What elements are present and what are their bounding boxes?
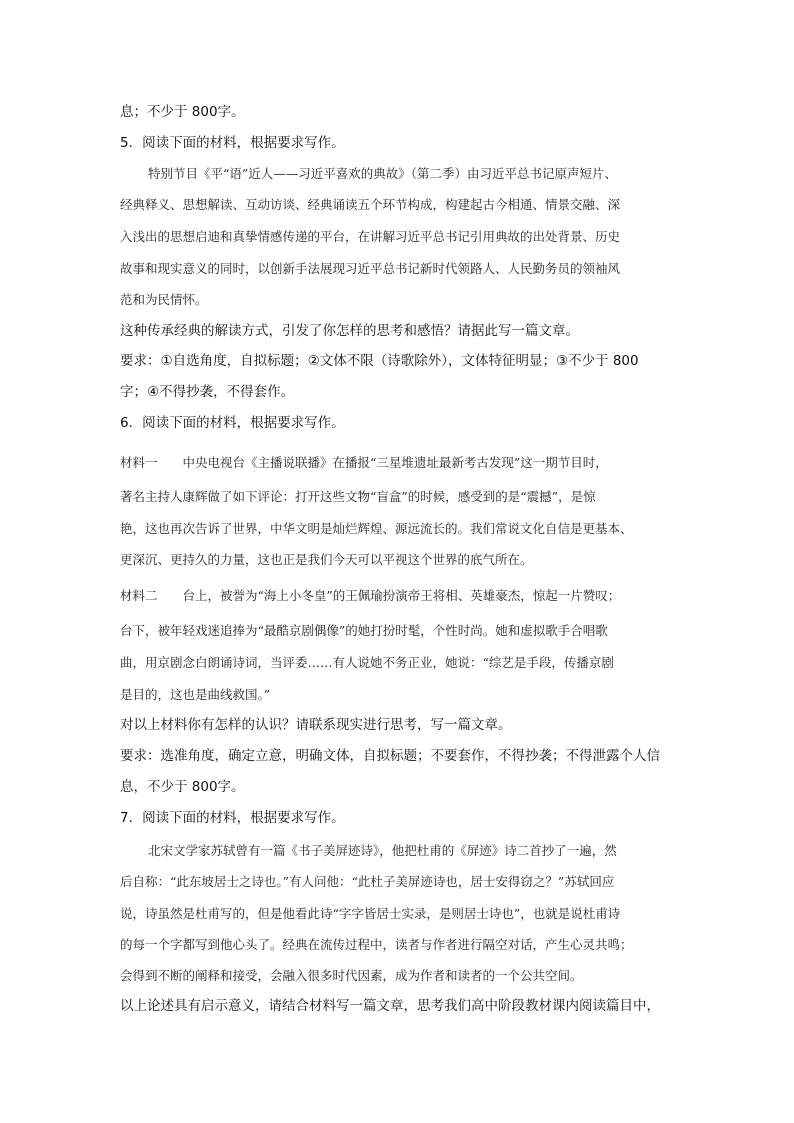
material-two-line: 材料二 台上，被誉为“海上小冬皇”的王佩瑜扮演帝王将相、英雄豪杰，惊起一片赞叹； (120, 588, 621, 603)
material-line: 特别节目《平“语”近人——习近平喜欢的典故》（第二季）由习近平总书记原声短片、 (148, 166, 618, 181)
material-line: 经典释义、思想解读、互动访谈、经典诵读五个环节构成，构建起古今相通、情景交融、深 (120, 197, 621, 212)
question-7-heading: 7．阅读下面的材料，根据要求写作。 (120, 810, 345, 826)
material-two-line: 是目的，这也是曲线救国。” (120, 687, 271, 702)
question-6-heading: 6．阅读下面的材料，根据要求写作。 (120, 415, 345, 431)
requirement-line: 息，不少于 800字。 (120, 779, 245, 795)
requirement-line: 字；④不得抄袭，不得套作。 (120, 384, 295, 400)
material-line: 故事和现实意义的同时，以创新手法展现习近平总书记新时代领路人、人民勤务员的领袖风 (120, 261, 621, 276)
prompt-line: 这种传承经典的解读方式，引发了你怎样的思考和感悟？请据此写一篇文章。 (120, 323, 579, 339)
material-line: 北宋文学家苏轼曾有一篇《书子美屏迹诗》，他把杜甫的《屏迹》诗二首抄了一遍，然 (148, 843, 617, 858)
material-one-line: 材料一 中央电视台《主播说联播》在播报“三星堆遗址最新考古发现”这一期节目时， (120, 455, 608, 470)
material-line: 入浅出的思想启迪和真挚情感传递的平台，在讲解习近平总书记引用典故的出处背景、历史 (120, 229, 621, 244)
material-one-line: 更深沉、更持久的力量，这也正是我们今天可以平视这个世界的底气所在。 (120, 552, 533, 567)
material-line: 会得到不断的阐释和接受，会融入很多时代因素，成为作者和读者的一个公共空间。 (120, 968, 583, 983)
requirement-line: 要求：①自选角度，自拟标题；②文体不限（诗歌除外），文体特征明显；③不少于 800 (120, 353, 639, 369)
material-line: 后自称：“此东坡居士之诗也。”有人问他：“此杜子美屏迹诗也，居士安得窃之？”苏轼回应 (120, 874, 615, 889)
prompt-line: 对以上材料你有怎样的认识？请联系现实进行思考，写一篇文章。 (120, 717, 512, 733)
material-one-line: 艳，这也再次告诉了世界，中华文明是灿烂辉煌、源远流长的。我们常说文化自信是更基本、 (120, 521, 633, 536)
requirement-line: 要求：选准角度，确定立意，明确文体，自拟标题；不要套作，不得抄袭；不得泄露个人信 (120, 748, 660, 764)
material-line: 范和为民情怀。 (120, 292, 208, 307)
material-line: 说，诗虽然是杜甫写的，但是他看此诗“字字皆居士实录，是则居士诗也”，也就是说杜甫诗 (120, 906, 621, 921)
material-two-line: 台下，被年轻戏迷追捧为“最酷京剧偶像”的她打扮时髦，个性时尚。她和虚拟歌手合唱歌 (120, 623, 608, 638)
question-5-heading: 5．阅读下面的材料，根据要求写作。 (120, 135, 345, 151)
material-two-line: 曲，用京剧念白朗诵诗词，当评委……有人说她不务正业，她说：“综艺是手段，传播京剧 (120, 655, 614, 670)
material-line: 的每一个字都写到他心头了。经典在流传过程中，读者与作者进行隔空对话，产生心灵共鸣； (120, 937, 633, 952)
prompt-line: 以上论述具有启示意义，请结合材料写一篇文章，思考我们高中阶段教材课内阅读篇目中， (120, 998, 660, 1014)
material-one-line: 著名主持人康辉做了如下评论：打开这些文物“盲盒”的时候，感受到的是“震撼”，是惊 (120, 489, 596, 504)
text-line: 息；不少于 800字。 (120, 104, 245, 120)
